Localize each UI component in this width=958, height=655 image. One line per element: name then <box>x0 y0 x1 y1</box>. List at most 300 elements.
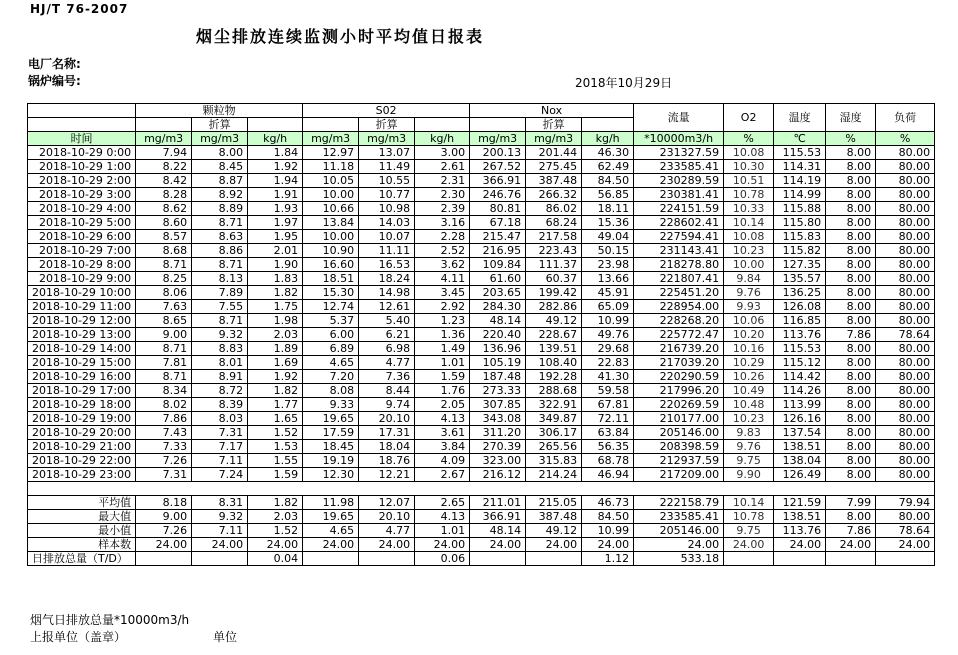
time-cell: 2018-10-29 2:00 <box>28 174 136 188</box>
value-cell: 2.01 <box>248 244 303 258</box>
value-cell: 221807.41 <box>634 272 724 286</box>
plant-name-label: 电厂名称: <box>28 57 81 71</box>
table-row <box>28 342 935 356</box>
value-cell: 9.83 <box>724 426 774 440</box>
value-cell: 9.74 <box>359 398 415 412</box>
value-cell: 0.04 <box>248 552 303 566</box>
unit-cell: % <box>724 132 774 146</box>
value-cell: 211.01 <box>470 496 526 510</box>
value-cell: 10.14 <box>724 216 774 230</box>
value-cell: 10.48 <box>724 398 774 412</box>
unit-cell: % <box>826 132 876 146</box>
group-o2: O2 <box>724 104 774 132</box>
value-cell: 7.26 <box>136 454 192 468</box>
spacer-cell <box>28 482 935 496</box>
value-cell: 56.35 <box>582 440 634 454</box>
value-cell: 7.11 <box>192 524 248 538</box>
value-cell: 4.65 <box>303 356 359 370</box>
value-cell: 1.94 <box>248 174 303 188</box>
value-cell: 3.61 <box>415 426 470 440</box>
value-cell: 126.16 <box>774 412 826 426</box>
value-cell: 8.89 <box>192 202 248 216</box>
value-cell: 13.07 <box>359 146 415 160</box>
value-cell: 1.55 <box>248 454 303 468</box>
value-cell: 2.39 <box>415 202 470 216</box>
summary-row <box>28 496 935 510</box>
value-cell: 192.28 <box>526 370 582 384</box>
value-cell: 230381.41 <box>634 188 724 202</box>
table-row <box>28 426 935 440</box>
value-cell: 9.90 <box>724 468 774 482</box>
value-cell: 8.03 <box>192 412 248 426</box>
value-cell: 216.12 <box>470 468 526 482</box>
value-cell: 24.00 <box>415 538 470 552</box>
value-cell: 233585.41 <box>634 510 724 524</box>
value-cell: 228.67 <box>526 328 582 342</box>
value-cell: 230289.59 <box>634 174 724 188</box>
value-cell: 15.36 <box>582 216 634 230</box>
value-cell: 1.01 <box>415 524 470 538</box>
value-cell: 29.68 <box>582 342 634 356</box>
reporting-unit-label: 上报单位（盖章） <box>30 630 127 644</box>
value-cell: 121.59 <box>774 496 826 510</box>
value-cell: 10.33 <box>724 202 774 216</box>
value-cell: 80.00 <box>876 216 935 230</box>
value-cell: 116.85 <box>774 314 826 328</box>
value-cell: 115.80 <box>774 216 826 230</box>
value-cell: 10.66 <box>303 202 359 216</box>
table-row <box>28 370 935 384</box>
table-row <box>28 188 935 202</box>
value-cell: 2.67 <box>415 468 470 482</box>
value-cell: 8.57 <box>136 230 192 244</box>
group-header-row <box>28 104 935 118</box>
value-cell: 10.49 <box>724 384 774 398</box>
value-cell: 8.86 <box>192 244 248 258</box>
value-cell: 9.75 <box>724 524 774 538</box>
value-cell: 86.02 <box>526 202 582 216</box>
value-cell: 80.00 <box>876 244 935 258</box>
value-cell: 8.00 <box>826 146 876 160</box>
value-cell: 9.76 <box>724 440 774 454</box>
value-cell: 265.56 <box>526 440 582 454</box>
value-cell: 2.03 <box>248 510 303 524</box>
value-cell: 7.99 <box>826 496 876 510</box>
value-cell: 7.86 <box>826 328 876 342</box>
value-cell: 14.98 <box>359 286 415 300</box>
value-cell: 1.90 <box>248 258 303 272</box>
value-cell: 233585.41 <box>634 160 724 174</box>
value-cell: 6.98 <box>359 342 415 356</box>
value-cell: 8.01 <box>192 356 248 370</box>
value-cell: 267.52 <box>470 160 526 174</box>
value-cell: 79.94 <box>876 496 935 510</box>
value-cell: 10.23 <box>724 244 774 258</box>
value-cell: 10.98 <box>359 202 415 216</box>
value-cell: 10.51 <box>724 174 774 188</box>
value-cell: 10.77 <box>359 188 415 202</box>
time-cell: 2018-10-29 21:00 <box>28 440 136 454</box>
value-cell: 68.78 <box>582 454 634 468</box>
value-cell: 273.33 <box>470 384 526 398</box>
value-cell: 72.11 <box>582 412 634 426</box>
value-cell: 115.82 <box>774 244 826 258</box>
value-cell: 115.12 <box>774 356 826 370</box>
table-row <box>28 258 935 272</box>
value-cell: 80.00 <box>876 454 935 468</box>
value-cell: 80.00 <box>876 300 935 314</box>
time-cell: 2018-10-29 16:00 <box>28 370 136 384</box>
value-cell: 18.04 <box>359 440 415 454</box>
time-cell: 2018-10-29 22:00 <box>28 454 136 468</box>
value-cell: 19.65 <box>303 510 359 524</box>
value-cell: 11.98 <box>303 496 359 510</box>
value-cell: 387.48 <box>526 174 582 188</box>
value-cell: 46.94 <box>582 468 634 482</box>
value-cell: 8.00 <box>826 384 876 398</box>
value-cell: 11.18 <box>303 160 359 174</box>
value-cell: 23.98 <box>582 258 634 272</box>
value-cell: 215.47 <box>470 230 526 244</box>
value-cell <box>359 552 415 566</box>
value-cell: 80.00 <box>876 146 935 160</box>
value-cell: 2.05 <box>415 398 470 412</box>
value-cell: 13.66 <box>582 272 634 286</box>
value-cell: 8.00 <box>826 454 876 468</box>
value-cell: 220290.59 <box>634 370 724 384</box>
value-cell: 12.74 <box>303 300 359 314</box>
value-cell: 210177.00 <box>634 412 724 426</box>
value-cell: 9.75 <box>724 454 774 468</box>
value-cell: 218278.80 <box>634 258 724 272</box>
value-cell: 8.42 <box>136 174 192 188</box>
value-cell: 1.97 <box>248 216 303 230</box>
value-cell: 80.00 <box>876 440 935 454</box>
value-cell: 1.92 <box>248 370 303 384</box>
value-cell: 220.40 <box>470 328 526 342</box>
value-cell: 228268.20 <box>634 314 724 328</box>
value-cell: 50.15 <box>582 244 634 258</box>
value-cell: 216.95 <box>470 244 526 258</box>
value-cell: 8.71 <box>192 216 248 230</box>
group-nox: Nox <box>470 104 634 118</box>
value-cell: 8.44 <box>359 384 415 398</box>
value-cell: 24.00 <box>774 538 826 552</box>
table-row <box>28 468 935 482</box>
value-cell: 126.08 <box>774 300 826 314</box>
value-cell: 18.11 <box>582 202 634 216</box>
value-cell: 205146.00 <box>634 524 724 538</box>
value-cell: 7.94 <box>136 146 192 160</box>
daily-total-label: 日排放总量（T/D） <box>28 552 136 566</box>
value-cell: 1.59 <box>415 370 470 384</box>
value-cell: 61.60 <box>470 272 526 286</box>
value-cell: 46.30 <box>582 146 634 160</box>
value-cell: 1.82 <box>248 384 303 398</box>
value-cell: 8.06 <box>136 286 192 300</box>
value-cell: 137.54 <box>774 426 826 440</box>
value-cell: 9.76 <box>724 286 774 300</box>
value-cell: 7.17 <box>192 440 248 454</box>
value-cell: 80.00 <box>876 426 935 440</box>
value-cell: 8.71 <box>136 258 192 272</box>
value-cell: 24.00 <box>826 538 876 552</box>
value-cell: 8.00 <box>192 146 248 160</box>
table-row <box>28 412 935 426</box>
summary-row <box>28 524 935 538</box>
value-cell <box>724 552 774 566</box>
group-pm: 颗粒物 <box>136 104 303 118</box>
table-row <box>28 440 935 454</box>
value-cell: 270.39 <box>470 440 526 454</box>
group-load: 负荷 <box>876 104 935 132</box>
value-cell: 199.42 <box>526 286 582 300</box>
value-cell: 3.84 <box>415 440 470 454</box>
value-cell: 3.00 <box>415 146 470 160</box>
group-humidity: 湿度 <box>826 104 876 132</box>
value-cell: 10.14 <box>724 496 774 510</box>
table-row <box>28 398 935 412</box>
value-cell: 8.60 <box>136 216 192 230</box>
table-row <box>28 454 935 468</box>
unit-cell: kg/h <box>248 132 303 146</box>
value-cell: 10.08 <box>724 230 774 244</box>
value-cell: 10.23 <box>724 412 774 426</box>
value-cell: 114.26 <box>774 384 826 398</box>
value-cell: 24.00 <box>303 538 359 552</box>
value-cell <box>303 552 359 566</box>
value-cell: 115.88 <box>774 202 826 216</box>
value-cell: 17.31 <box>359 426 415 440</box>
value-cell: 215.05 <box>526 496 582 510</box>
value-cell: 62.49 <box>582 160 634 174</box>
report-date: 2018年10月29日 <box>575 76 673 90</box>
table-row <box>28 244 935 258</box>
value-cell: 68.24 <box>526 216 582 230</box>
value-cell: 1.89 <box>248 342 303 356</box>
value-cell: 12.97 <box>303 146 359 160</box>
value-cell: 10.99 <box>582 314 634 328</box>
value-cell: 7.31 <box>192 426 248 440</box>
value-cell: 80.00 <box>876 188 935 202</box>
value-cell: 366.91 <box>470 174 526 188</box>
value-cell: 4.65 <box>303 524 359 538</box>
value-cell: 24.00 <box>724 538 774 552</box>
table-row <box>28 230 935 244</box>
value-cell: 6.89 <box>303 342 359 356</box>
value-cell: 7.24 <box>192 468 248 482</box>
value-cell: 8.00 <box>826 258 876 272</box>
value-cell: 288.68 <box>526 384 582 398</box>
unit-cell: kg/h <box>582 132 634 146</box>
value-cell: 80.00 <box>876 314 935 328</box>
value-cell: 22.83 <box>582 356 634 370</box>
value-cell: 8.00 <box>826 510 876 524</box>
value-cell: 223.43 <box>526 244 582 258</box>
value-cell: 10.29 <box>724 356 774 370</box>
value-cell: 8.00 <box>826 188 876 202</box>
value-cell: 224151.59 <box>634 202 724 216</box>
value-cell: 24.00 <box>470 538 526 552</box>
value-cell: 9.32 <box>192 328 248 342</box>
value-cell: 11.49 <box>359 160 415 174</box>
value-cell: 1.01 <box>415 356 470 370</box>
value-cell: 7.55 <box>192 300 248 314</box>
value-cell: 6.00 <box>303 328 359 342</box>
value-cell: 228602.41 <box>634 216 724 230</box>
time-cell: 2018-10-29 18:00 <box>28 398 136 412</box>
value-cell: 7.89 <box>192 286 248 300</box>
value-cell: 7.43 <box>136 426 192 440</box>
value-cell: 80.00 <box>876 398 935 412</box>
units-header-row <box>28 132 935 146</box>
value-cell: 84.50 <box>582 510 634 524</box>
time-cell: 2018-10-29 10:00 <box>28 286 136 300</box>
value-cell: 8.71 <box>136 370 192 384</box>
value-cell: 1.83 <box>248 272 303 286</box>
value-cell: 200.13 <box>470 146 526 160</box>
unit-label: 单位 <box>213 630 238 644</box>
value-cell: 80.00 <box>876 258 935 272</box>
value-cell: 18.76 <box>359 454 415 468</box>
table-row <box>28 328 935 342</box>
value-cell: 1.69 <box>248 356 303 370</box>
time-cell: 2018-10-29 12:00 <box>28 314 136 328</box>
value-cell: 41.30 <box>582 370 634 384</box>
value-cell: 203.65 <box>470 286 526 300</box>
value-cell: 80.00 <box>876 412 935 426</box>
table-row <box>28 384 935 398</box>
value-cell: 5.37 <box>303 314 359 328</box>
report-table <box>27 103 935 566</box>
summary-label: 最小值 <box>28 524 136 538</box>
value-cell: 8.00 <box>826 314 876 328</box>
value-cell: 49.76 <box>582 328 634 342</box>
value-cell: 67.81 <box>582 398 634 412</box>
value-cell: 4.11 <box>415 272 470 286</box>
value-cell: 8.31 <box>192 496 248 510</box>
value-cell: 8.39 <box>192 398 248 412</box>
time-cell: 2018-10-29 6:00 <box>28 230 136 244</box>
value-cell: 80.00 <box>876 202 935 216</box>
value-cell: 284.30 <box>470 300 526 314</box>
value-cell: 63.84 <box>582 426 634 440</box>
summary-label: 样本数 <box>28 538 136 552</box>
unit-cell: mg/m3 <box>470 132 526 146</box>
value-cell: 3.16 <box>415 216 470 230</box>
value-cell: 225772.47 <box>634 328 724 342</box>
value-cell: 1.95 <box>248 230 303 244</box>
summary-row <box>28 510 935 524</box>
value-cell: 113.99 <box>774 398 826 412</box>
value-cell: 2.30 <box>415 188 470 202</box>
value-cell: 8.68 <box>136 244 192 258</box>
value-cell: 8.00 <box>826 272 876 286</box>
value-cell: 8.00 <box>826 230 876 244</box>
value-cell: 533.18 <box>634 552 724 566</box>
value-cell: 12.61 <box>359 300 415 314</box>
value-cell: 10.08 <box>724 146 774 160</box>
value-cell: 1.76 <box>415 384 470 398</box>
value-cell: 126.49 <box>774 468 826 482</box>
value-cell: 136.96 <box>470 342 526 356</box>
value-cell: 2.28 <box>415 230 470 244</box>
value-cell: 19.65 <box>303 412 359 426</box>
value-cell: 8.08 <box>303 384 359 398</box>
value-cell: 8.00 <box>826 286 876 300</box>
table-row <box>28 286 935 300</box>
value-cell: 19.19 <box>303 454 359 468</box>
value-cell: 80.00 <box>876 370 935 384</box>
value-cell: 84.50 <box>582 174 634 188</box>
value-cell: 212937.59 <box>634 454 724 468</box>
value-cell: 46.73 <box>582 496 634 510</box>
table-row <box>28 160 935 174</box>
value-cell: 7.31 <box>136 468 192 482</box>
value-cell: 60.37 <box>526 272 582 286</box>
value-cell: 20.10 <box>359 412 415 426</box>
value-cell: 109.84 <box>470 258 526 272</box>
value-cell: 214.24 <box>526 468 582 482</box>
value-cell: 12.30 <box>303 468 359 482</box>
value-cell: 24.00 <box>136 538 192 552</box>
value-cell: 343.08 <box>470 412 526 426</box>
value-cell: 8.00 <box>826 468 876 482</box>
time-cell: 2018-10-29 23:00 <box>28 468 136 482</box>
group-so2: S02 <box>303 104 470 118</box>
value-cell: 111.37 <box>526 258 582 272</box>
value-cell: 24.00 <box>526 538 582 552</box>
time-cell: 2018-10-29 3:00 <box>28 188 136 202</box>
value-cell: 113.76 <box>774 328 826 342</box>
value-cell: 138.51 <box>774 510 826 524</box>
value-cell: 9.00 <box>136 328 192 342</box>
value-cell: 139.51 <box>526 342 582 356</box>
value-cell: 24.00 <box>634 538 724 552</box>
value-cell: 135.57 <box>774 272 826 286</box>
value-cell: 1.82 <box>248 496 303 510</box>
value-cell: 114.19 <box>774 174 826 188</box>
value-cell: 8.02 <box>136 398 192 412</box>
value-cell: 7.63 <box>136 300 192 314</box>
value-cell: 8.71 <box>192 258 248 272</box>
value-cell: 108.40 <box>526 356 582 370</box>
value-cell: 24.00 <box>248 538 303 552</box>
value-cell: 8.00 <box>826 412 876 426</box>
value-cell: 1.93 <box>248 202 303 216</box>
value-cell: 228954.00 <box>634 300 724 314</box>
value-cell: 15.30 <box>303 286 359 300</box>
value-cell: 80.00 <box>876 468 935 482</box>
table-row <box>28 146 935 160</box>
table-row <box>28 216 935 230</box>
converted-nox: 折算 <box>526 118 582 132</box>
summary-label: 最大值 <box>28 510 136 524</box>
time-cell: 2018-10-29 13:00 <box>28 328 136 342</box>
value-cell: 7.86 <box>826 524 876 538</box>
value-cell: 2.52 <box>415 244 470 258</box>
value-cell: 8.72 <box>192 384 248 398</box>
value-cell <box>526 552 582 566</box>
value-cell: 10.00 <box>303 188 359 202</box>
value-cell: 9.32 <box>192 510 248 524</box>
value-cell: 13.84 <box>303 216 359 230</box>
table-row <box>28 202 935 216</box>
value-cell: 322.91 <box>526 398 582 412</box>
value-cell: 1.52 <box>248 524 303 538</box>
value-cell: 1.12 <box>582 552 634 566</box>
value-cell: 8.00 <box>826 426 876 440</box>
